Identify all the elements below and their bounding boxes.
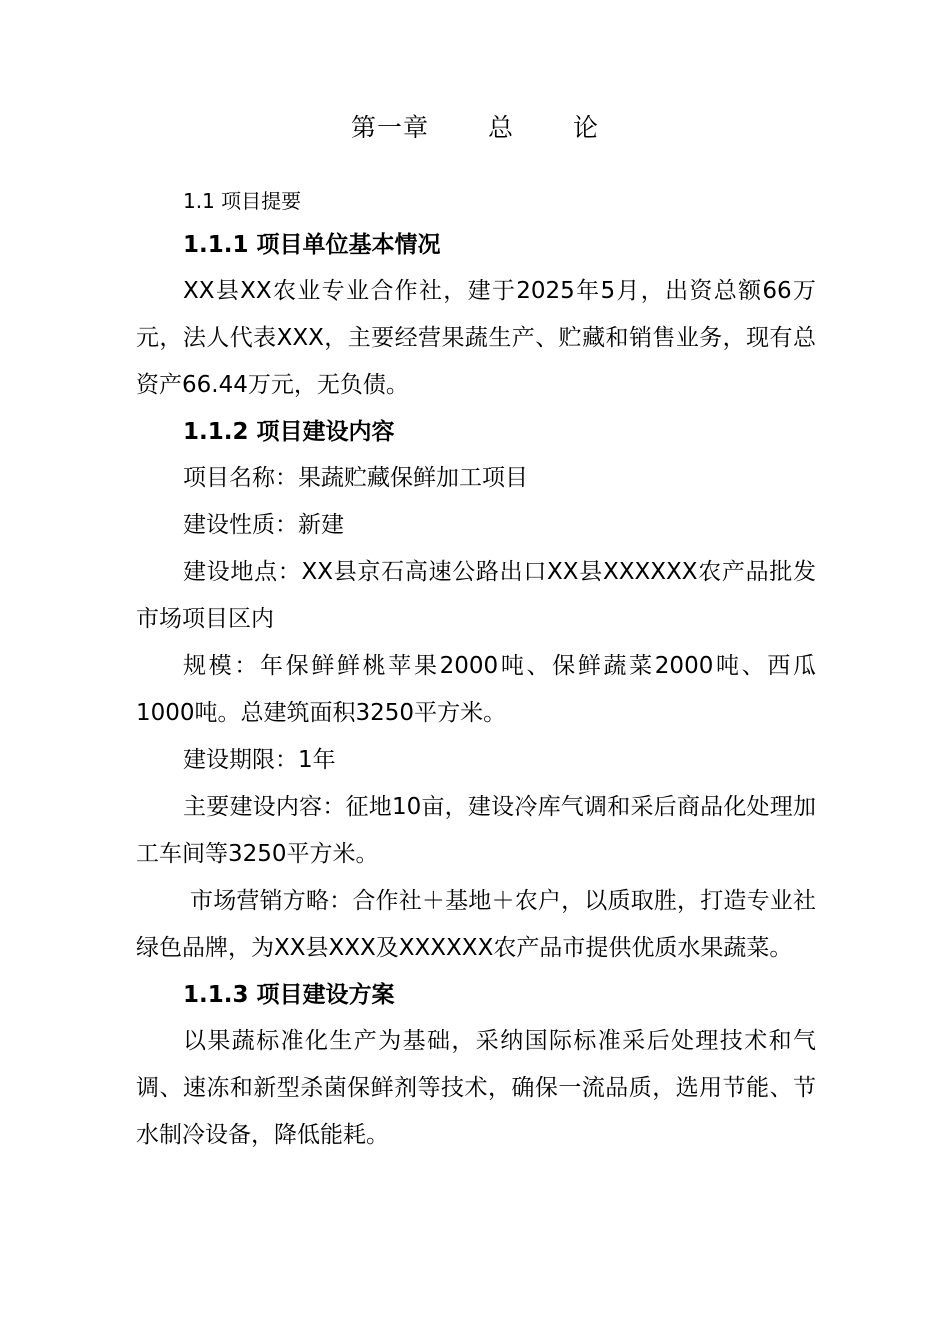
document-body (136, 180, 816, 1159)
paragraph-project-content: 主要建设内容：征地10亩，建设冷库气调和采后商品化处理加工车间等3250平方米。 (136, 794, 816, 867)
paragraph-project-nature: 建设性质：新建 (183, 512, 344, 538)
paragraph-construction-plan: 以果蔬标准化生产为基础，采纳国际标准采后处理技术和气调、速冻和新型杀菌保鲜剂等技术，确保一流品质，选用节能、节水制冷设备，降低能耗。 (136, 1028, 816, 1148)
section-heading-1-1-2: 1.1.2 项目建设内容 (183, 419, 395, 445)
paragraph-project-location: 建设地点：XX县京石高速公路出口XX县XXXXXX农产品批发市场项目区内 (136, 559, 816, 632)
paragraph-marketing-strategy: 市场营销方略：合作社＋基地＋农户，以质取胜，打造专业社绿色品牌，为XX县XXX及XXXXXX农产品市提供优质水果蔬菜。 (136, 888, 816, 961)
paragraph-project-period: 建设期限：1年 (183, 747, 336, 773)
paragraph-project-name: 项目名称：果蔬贮藏保鲜加工项目 (183, 465, 528, 491)
paragraph-project-scale: 规模：年保鲜鲜桃苹果2000吨、保鲜蔬菜2000吨、西瓜1000吨。总建筑面积3250平方米。 (136, 653, 816, 726)
section-heading-1-1: 1.1 项目提要 (183, 189, 302, 213)
paragraph-unit-info: XX县XX农业专业合作社，建于2025年5月，出资总额66万元，法人代表XXX，主要经营果蔬生产、贮藏和销售业务，现有总资产66.44万元，无负债。 (136, 278, 816, 398)
chapter-title: 第一章 总 论 (351, 113, 599, 142)
section-heading-1-1-3: 1.1.3 项目建设方案 (183, 982, 395, 1008)
section-heading-1-1-1: 1.1.1 项目单位基本情况 (183, 232, 441, 258)
